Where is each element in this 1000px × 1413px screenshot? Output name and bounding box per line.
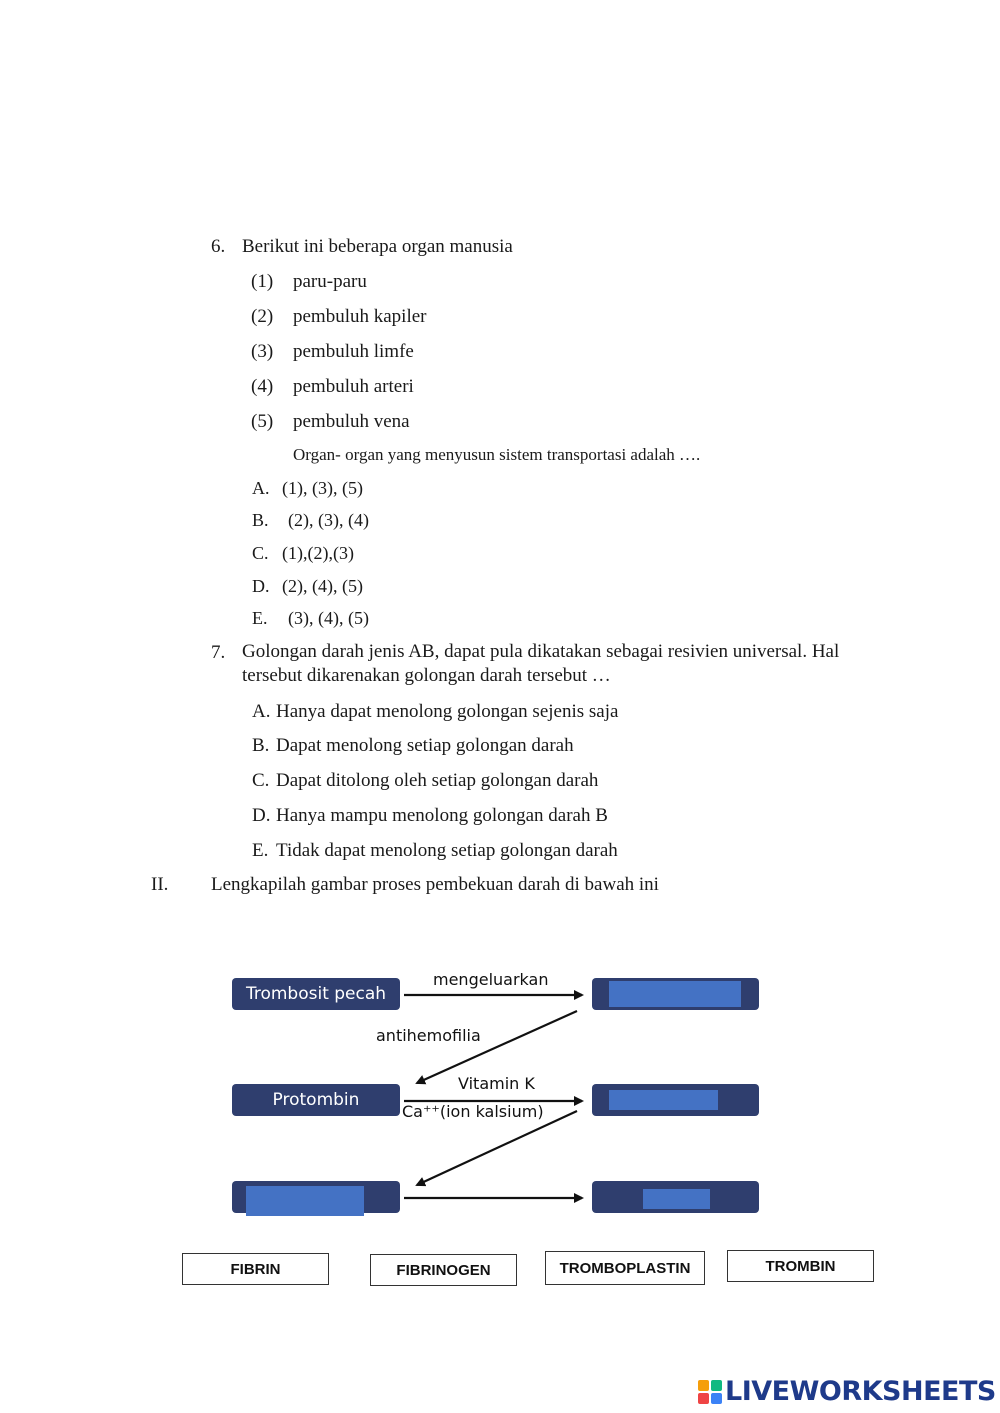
option-letter: B.: [252, 510, 269, 530]
option-text: (2), (3), (4): [288, 510, 369, 530]
organ-item: pembuluh vena: [293, 411, 410, 432]
label-antihemofilia: antihemofilia: [376, 1026, 481, 1045]
option-letter: E.: [252, 840, 269, 861]
option-letter: E.: [252, 608, 268, 628]
organ-number: (1): [251, 271, 274, 292]
question-7-number: 7.: [211, 642, 226, 663]
drop-zone-1[interactable]: [609, 981, 741, 1007]
organ-number: (3): [251, 341, 274, 362]
option-text: Dapat menolong setiap golongan darah: [276, 735, 574, 756]
answer-tromboplastin[interactable]: TROMBOPLASTIN: [545, 1251, 705, 1285]
option-text: Hanya mampu menolong golongan darah B: [276, 805, 608, 826]
liveworksheets-logo-icon: [698, 1380, 722, 1404]
organ-item: pembuluh arteri: [293, 376, 414, 397]
organ-item: pembuluh limfe: [293, 341, 414, 362]
organ-number: (5): [251, 411, 274, 432]
question-6-prompt: Organ- organ yang menyusun sistem transportasi adalah ….: [293, 445, 701, 464]
option-text: (2), (4), (5): [282, 576, 363, 596]
question-6-number: 6.: [211, 236, 226, 257]
organ-item: paru-paru: [293, 271, 367, 292]
option-text: Hanya dapat menolong golongan sejenis saja: [276, 701, 619, 722]
organ-number: (2): [251, 306, 274, 327]
option-letter: A.: [252, 701, 271, 722]
section-2-title: Lengkapilah gambar proses pembekuan darah di bawah ini: [211, 874, 659, 895]
liveworksheets-logo-text: LIVEWORKSHEETS: [725, 1376, 996, 1407]
answer-fibrinogen[interactable]: FIBRINOGEN: [370, 1254, 517, 1286]
drop-zone-4[interactable]: [643, 1189, 710, 1209]
arrow-diagonal-1: [417, 1011, 577, 1083]
answer-fibrin[interactable]: FIBRIN: [182, 1253, 329, 1285]
label-mengeluarkan: mengeluarkan: [433, 970, 549, 989]
answer-trombin[interactable]: TROMBIN: [727, 1250, 874, 1282]
drop-zone-3[interactable]: [246, 1186, 364, 1216]
option-text: (1), (3), (5): [282, 478, 363, 498]
section-2-number: II.: [151, 874, 169, 895]
option-letter: C.: [252, 543, 269, 563]
option-letter: B.: [252, 735, 270, 756]
option-text: (1),(2),(3): [282, 543, 354, 563]
option-text: Dapat ditolong oleh setiap golongan darah: [276, 770, 599, 791]
option-letter: A.: [252, 478, 270, 498]
option-text: Tidak dapat menolong setiap golongan darah: [276, 840, 618, 861]
label-ion-kalsium: Ca⁺⁺(ion kalsium): [402, 1102, 544, 1121]
label-vitamin-k: Vitamin K: [458, 1074, 535, 1093]
option-text: (3), (4), (5): [288, 608, 369, 628]
option-letter: C.: [252, 770, 270, 791]
question-7-text: Golongan darah jenis AB, dapat pula dikatakan sebagai resivien universal. Hal tersebut dikarenakan golongan darah tersebut …: [242, 641, 840, 686]
protombin-box: Protombin: [232, 1084, 400, 1116]
drop-zone-2[interactable]: [609, 1090, 718, 1110]
question-6-text: Berikut ini beberapa organ manusia: [242, 236, 513, 257]
arrow-diagonal-2: [417, 1111, 577, 1185]
option-letter: D.: [252, 805, 271, 826]
liveworksheets-logo: [698, 1376, 996, 1407]
trombosit-pecah-box: Trombosit pecah: [232, 978, 400, 1010]
option-letter: D.: [252, 576, 270, 596]
organ-item: pembuluh kapiler: [293, 306, 427, 327]
organ-number: (4): [251, 376, 274, 397]
